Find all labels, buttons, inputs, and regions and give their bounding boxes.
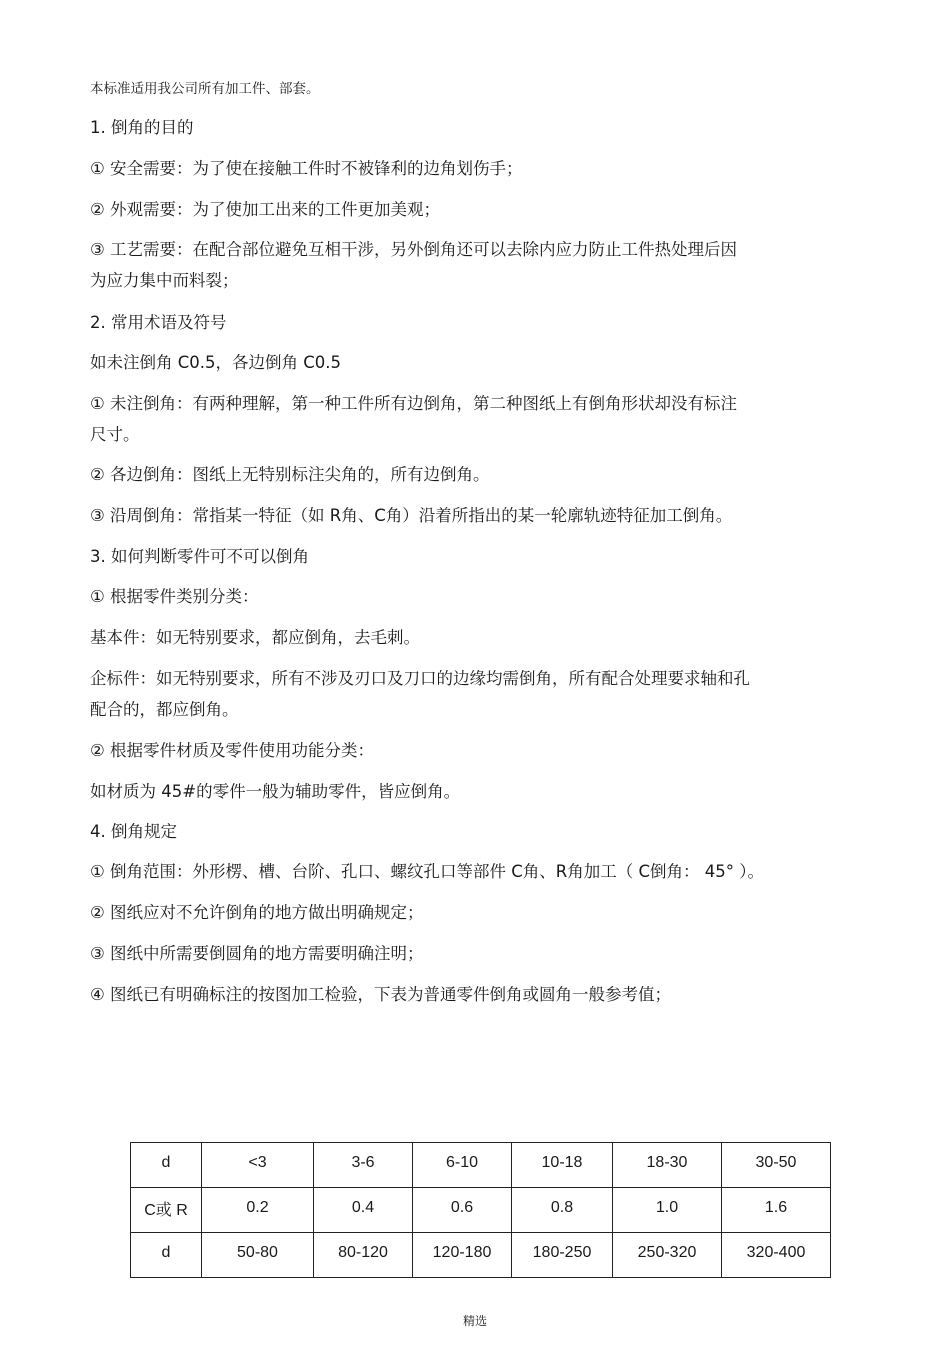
table-cell: 0.6 <box>413 1188 512 1233</box>
paragraph: ① 安全需要：为了使在接触工件时不被锋利的边角划伤手； <box>90 159 523 178</box>
paragraph: 尺寸。 <box>90 425 140 444</box>
page-footer: 精选 <box>462 1314 487 1328</box>
paragraph: ② 外观需要：为了使加工出来的工件更加美观； <box>90 200 441 219</box>
table-cell: 0.2 <box>202 1188 314 1233</box>
table-cell: <3 <box>202 1143 314 1188</box>
chamfer-reference-table <box>130 1142 831 1278</box>
paragraph: ③ 沿周倒角：常指某一特征（如 R角、C角）沿着所指出的某一轮廓轨迹特征加工倒角。 <box>90 506 733 525</box>
table-cell: 6-10 <box>413 1143 512 1188</box>
paragraph: ① 根据零件类别分类： <box>90 587 259 606</box>
paragraph: ③ 图纸中所需要倒圆角的地方需要明确注明； <box>90 944 424 963</box>
paragraph: ① 倒角范围：外形楞、槽、台阶、孔口、螺纹孔口等部件 C角、R角加工（ C倒角： 45° ）。 <box>90 862 765 881</box>
section-1-heading: 1. 倒角的目的 <box>90 118 194 137</box>
table-cell: 1.6 <box>722 1188 831 1233</box>
table-cell: 320-400 <box>722 1233 831 1278</box>
paragraph: 为应力集中而料裂； <box>90 271 239 290</box>
paragraph: 企标件：如无特别要求，所有不涉及刃口及刀口的边缘均需倒角，所有配合处理要求轴和孔 <box>90 669 750 688</box>
table-cell: 0.8 <box>512 1188 613 1233</box>
scope-statement: 本标准适用我公司所有加工件、部套。 <box>90 81 320 97</box>
table-cell: 0.4 <box>314 1188 413 1233</box>
section-4-heading: 4. 倒角规定 <box>90 822 177 841</box>
paragraph: ③ 工艺需要：在配合部位避免互相干涉，另外倒角还可以去除内应力防止工件热处理后因 <box>90 240 738 259</box>
table-cell: 180-250 <box>512 1233 613 1278</box>
paragraph: 如未注倒角 C0.5，各边倒角 C0.5 <box>90 353 342 372</box>
table-cell: 18-30 <box>613 1143 722 1188</box>
paragraph: 基本件：如无特别要求，都应倒角，去毛刺。 <box>90 628 420 647</box>
table-row <box>131 1143 831 1188</box>
paragraph: ② 图纸应对不允许倒角的地方做出明确规定； <box>90 903 424 922</box>
paragraph: 配合的，都应倒角。 <box>90 700 239 719</box>
table-cell: 50-80 <box>202 1233 314 1278</box>
paragraph: ② 根据零件材质及零件使用功能分类： <box>90 741 375 760</box>
paragraph: ② 各边倒角：图纸上无特别标注尖角的，所有边倒角。 <box>90 465 490 484</box>
paragraph: 如材质为 45#的零件一般为辅助零件，皆应倒角。 <box>90 782 461 801</box>
section-2-heading: 2. 常用术语及符号 <box>90 313 227 332</box>
table-row <box>131 1188 831 1233</box>
table-row <box>131 1233 831 1278</box>
table-cell: 10-18 <box>512 1143 613 1188</box>
table-cell: 3-6 <box>314 1143 413 1188</box>
table-cell: d <box>131 1143 202 1188</box>
table-cell: 250-320 <box>613 1233 722 1278</box>
table-cell: C或 R <box>131 1188 202 1233</box>
table-cell: d <box>131 1233 202 1278</box>
table-cell: 120-180 <box>413 1233 512 1278</box>
section-3-heading: 3. 如何判断零件可不可以倒角 <box>90 547 309 566</box>
table-cell: 80-120 <box>314 1233 413 1278</box>
table-cell: 30-50 <box>722 1143 831 1188</box>
paragraph: ① 未注倒角：有两种理解，第一种工件所有边倒角，第二种图纸上有倒角形状却没有标注 <box>90 394 738 413</box>
paragraph: ④ 图纸已有明确标注的按图加工检验，下表为普通零件倒角或圆角一般参考值； <box>90 985 672 1004</box>
table-cell: 1.0 <box>613 1188 722 1233</box>
